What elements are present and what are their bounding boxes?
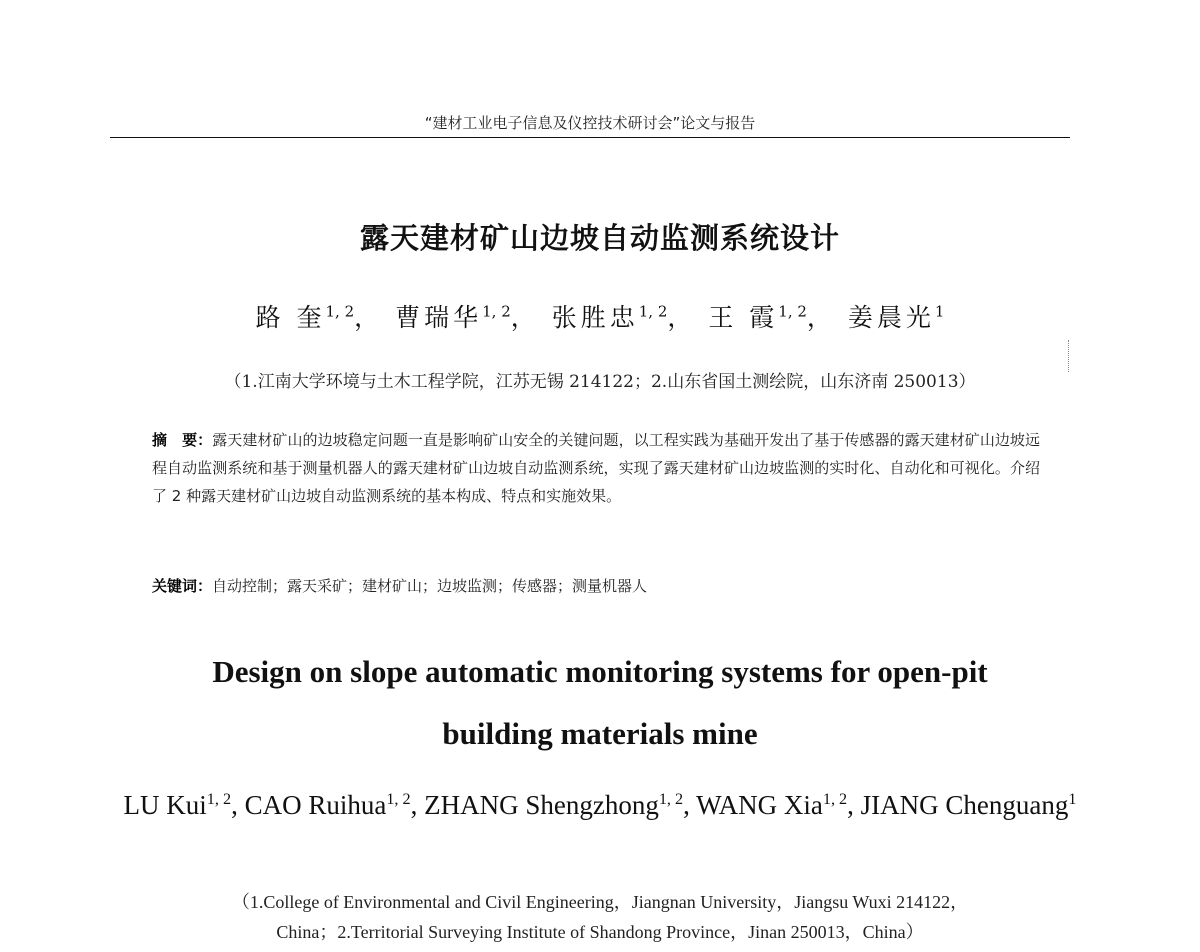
en-author-sep: , bbox=[410, 790, 425, 820]
cn-author-sep: ， bbox=[806, 303, 836, 332]
scan-edge-marks bbox=[1068, 340, 1071, 372]
cn-keywords bbox=[152, 572, 1040, 600]
en-author-name: CAO Ruihua bbox=[244, 790, 387, 820]
en-affiliation-line-2: China；2.Territorial Surveying Institute of Shandong Province，Jinan 250013，China） bbox=[276, 922, 924, 942]
cn-author-affil-mark: 1, 2 bbox=[482, 302, 511, 321]
cn-author-sep: ， bbox=[510, 303, 540, 332]
en-title bbox=[0, 641, 1200, 765]
en-title-line-2: building materials mine bbox=[442, 716, 758, 751]
keywords-text: 自动控制；露天采矿；建材矿山；边坡监测；传感器；测量机器人 bbox=[212, 577, 648, 595]
cn-author-name: 曹瑞华 bbox=[395, 303, 483, 332]
en-author-name: WANG Xia bbox=[696, 790, 823, 820]
abstract-text: 露天建材矿山的边坡稳定问题一直是影响矿山安全的关键问题，以工程实践为基础开发出了基于传感器的露天建材矿山边坡远程自动监测系统和基于测量机器人的露天建材矿山边坡自动监测系统，实现了露天建材矿山边坡监测的实时化、自动化和可视化。介绍了 2 种露天建材矿山边坡自动监测系统的基本构成、特点和实施效果。 bbox=[152, 431, 1040, 505]
header-rule bbox=[110, 137, 1070, 138]
en-title-line-1: Design on slope automatic monitoring systems for open-pit bbox=[212, 654, 988, 689]
cn-author-name: 王 霞 bbox=[708, 303, 779, 332]
en-author-name: ZHANG Shengzhong bbox=[424, 790, 659, 820]
cn-author-affil-mark: 1, 2 bbox=[638, 302, 668, 321]
cn-title: 露天建材矿山边坡自动监测系统设计 bbox=[359, 221, 840, 255]
cn-affiliation: （1.江南大学环境与土木工程学院，江苏无锡 214122；2.山东省国土测绘院，山东济南 250013） bbox=[224, 372, 976, 392]
cn-author-name: 张胜忠 bbox=[551, 303, 639, 332]
running-header: “建材工业电子信息及仪控技术研讨会”论文与报告 bbox=[424, 114, 756, 132]
en-author-sep: , bbox=[231, 790, 245, 820]
en-author-name: LU Kui bbox=[123, 790, 207, 820]
cn-abstract bbox=[152, 426, 1040, 510]
en-author-affil-mark: 1 bbox=[1068, 790, 1077, 808]
en-affiliation-line-1: （1.College of Environmental and Civil Engineering，Jiangnan University，Jiangsu Wuxi 214122， bbox=[231, 892, 969, 912]
cn-author-affil-mark: 1 bbox=[934, 302, 945, 321]
en-author-affil-mark: 1, 2 bbox=[206, 790, 232, 808]
en-affiliation bbox=[100, 887, 1100, 947]
cn-author-sep: ， bbox=[667, 303, 697, 332]
keywords-label: 关键词： bbox=[152, 577, 213, 595]
cn-author-name: 路 奎 bbox=[255, 303, 326, 332]
en-author-affil-mark: 1, 2 bbox=[386, 790, 411, 808]
en-authors bbox=[100, 769, 1100, 835]
en-author-sep: , bbox=[847, 790, 861, 820]
cn-author-affil-mark: 1, 2 bbox=[325, 302, 355, 321]
en-author-affil-mark: 1, 2 bbox=[822, 790, 848, 808]
cn-author-name: 姜晨光 bbox=[847, 303, 935, 332]
en-author-sep: , bbox=[683, 790, 697, 820]
cn-author-affil-mark: 1, 2 bbox=[778, 302, 807, 321]
en-author-affil-mark: 1, 2 bbox=[658, 790, 684, 808]
cn-authors bbox=[0, 298, 1200, 334]
abstract-label: 摘 要： bbox=[152, 431, 213, 449]
en-author-name: JIANG Chenguang bbox=[860, 790, 1069, 820]
cn-author-sep: ， bbox=[354, 303, 384, 332]
